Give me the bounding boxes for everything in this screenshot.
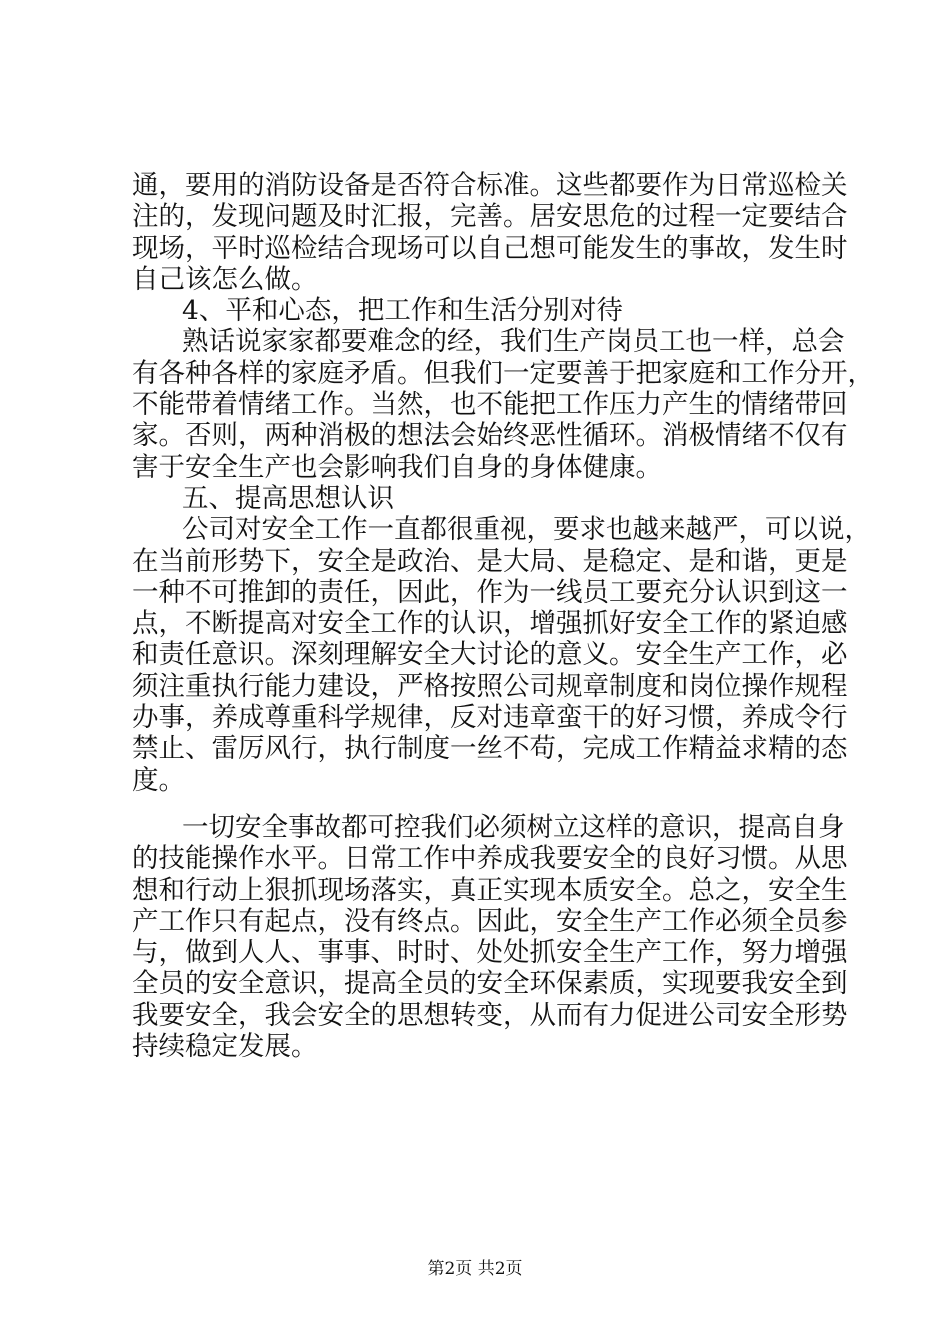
text-line: 的技能操作水平。日常工作中养成我要安全的良好习惯。从思 bbox=[132, 843, 848, 875]
text-line: 不能带着情绪工作。当然，也不能把工作压力产生的情绪带回 bbox=[132, 389, 848, 421]
text-line: 我要安全，我会安全的思想转变，从而有力促进公司安全形势 bbox=[132, 999, 848, 1031]
text-line: 通，要用的消防设备是否符合标准。这些都要作为日常巡检关 bbox=[132, 170, 848, 201]
text-line: 现场，平时巡检结合现场可以自己想可能发生的事故，发生时 bbox=[132, 232, 848, 264]
text-line: 一种不可推卸的责任，因此，作为一线员工要充分认识到这一 bbox=[132, 576, 848, 608]
text-line: 全员的安全意识，提高全员的安全环保素质，实现要我安全到 bbox=[132, 968, 848, 1000]
text-line: 度。 bbox=[132, 764, 185, 796]
page-number: 第2页 共2页 bbox=[427, 1259, 523, 1279]
section-heading: 4、平和心态，把工作和生活分别对待 bbox=[182, 295, 623, 327]
text-line: 须注重执行能力建设，严格按照公司规章制度和岗位操作规程 bbox=[132, 670, 848, 702]
text-line: 在当前形势下，安全是政治、是大局、是稳定、是和谐，更是 bbox=[132, 545, 848, 577]
document-body bbox=[132, 170, 874, 1063]
text-line: 禁止、雷厉风行，执行制度一丝不苟，完成工作精益求精的态 bbox=[132, 733, 848, 765]
text-line: 和责任意识。深刻理解安全大讨论的意义。安全生产工作，必 bbox=[132, 639, 848, 671]
paragraph-gap bbox=[132, 796, 832, 812]
text-line: 注的，发现问题及时汇报，完善。居安思危的过程一定要结合 bbox=[132, 201, 848, 233]
text-line: 持续稳定发展。 bbox=[132, 1031, 318, 1063]
text-line: 与，做到人人、事事、时时、处处抓安全生产工作，努力增强 bbox=[132, 937, 848, 969]
text-line: 产工作只有起点，没有终点。因此，安全生产工作必须全员参 bbox=[132, 905, 848, 937]
text-line: 一切安全事故都可控我们必须树立这样的意识，提高自身 bbox=[182, 811, 845, 843]
text-line: 办事，养成尊重科学规律，反对违章蛮干的好习惯，养成令行 bbox=[132, 702, 848, 734]
text-line: 自己该怎么做。 bbox=[132, 263, 318, 295]
text-line: 有各种各样的家庭矛盾。但我们一定要善于把家庭和工作分开， bbox=[132, 357, 874, 389]
text-line: 家。否则，两种消极的想法会始终恶性循环。消极情绪不仅有 bbox=[132, 420, 848, 452]
text-line: 点，不断提高对安全工作的认识，增强抓好安全工作的紧迫感 bbox=[132, 608, 848, 640]
section-heading: 五、提高思想认识 bbox=[182, 482, 394, 514]
text-line: 公司对安全工作一直都很重视，要求也越来越严，可以说， bbox=[182, 514, 871, 546]
text-line: 熟话说家家都要难念的经，我们生产岗员工也一样，总会 bbox=[182, 326, 845, 358]
text-line: 害于安全生产也会影响我们自身的身体健康。 bbox=[132, 451, 662, 483]
text-line: 想和行动上狠抓现场落实，真正实现本质安全。总之，安全生 bbox=[132, 874, 848, 906]
